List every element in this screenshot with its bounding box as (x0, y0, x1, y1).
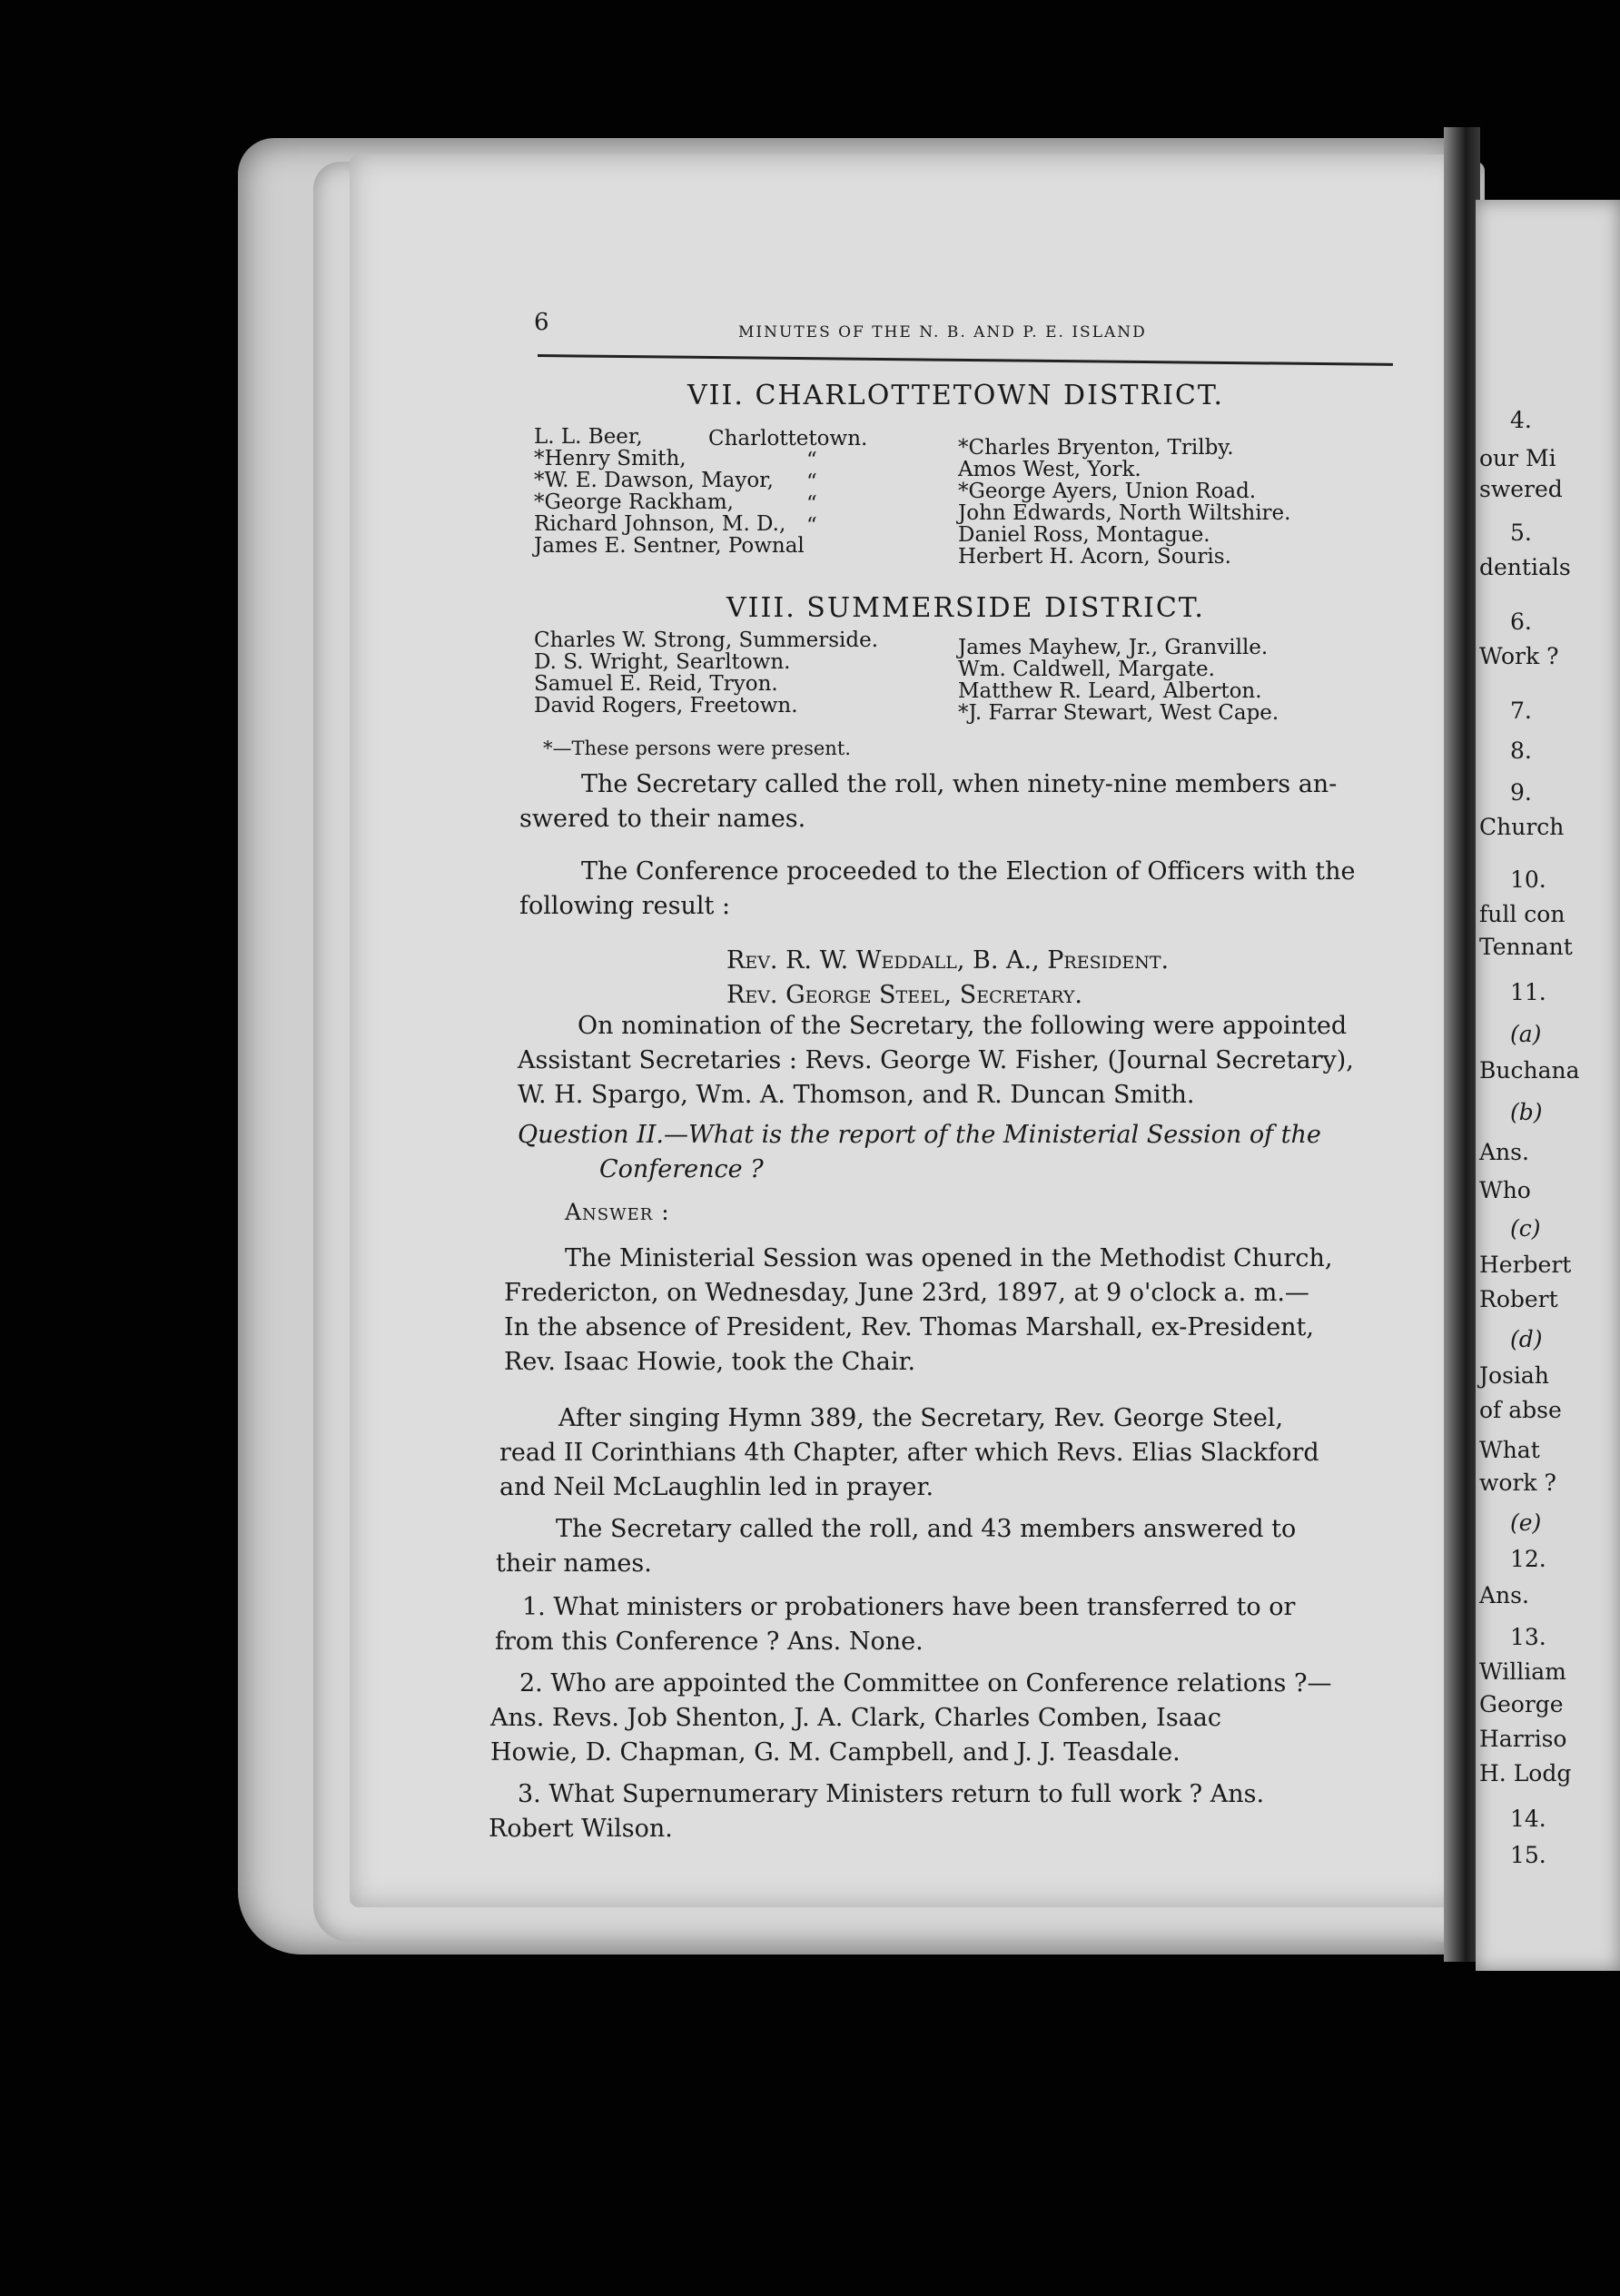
member-entry: D. S. Wright, Searltown. (534, 650, 791, 674)
member-name: Richard Johnson, M. D., (534, 512, 786, 536)
paragraph-line: The Secretary called the roll, when ninety-nine members an- (581, 770, 1338, 798)
present-note: *—These persons were present. (543, 737, 851, 759)
member-place: “ (806, 514, 817, 538)
member-place: Charlottetown. (708, 427, 868, 450)
member-name: *W. E. Dawson, Mayor, (534, 469, 774, 492)
paragraph-line: Assistant Secretaries : Revs. George W. Fisher, (Journal Secretary), (518, 1046, 1354, 1074)
right-page-line: 12. (1510, 1546, 1546, 1572)
paragraph-line: The Ministerial Session was opened in the Methodist Church, (565, 1244, 1333, 1272)
right-page-line: Buchana (1479, 1057, 1580, 1084)
right-page-line: H. Lodg (1479, 1760, 1572, 1786)
right-page-line: 11. (1510, 979, 1546, 1005)
right-page-line: of abse (1479, 1397, 1562, 1423)
member-entry: *Charles Bryenton, Trilby. (958, 436, 1234, 460)
member-entry: Samuel E. Reid, Tryon. (534, 672, 778, 696)
page-number: 6 (534, 309, 549, 336)
right-page-line: Harriso (1479, 1726, 1567, 1752)
member-entry: Wm. Caldwell, Margate. (958, 658, 1215, 681)
district-heading-summerside: VIII. SUMMERSIDE DISTRICT. (726, 592, 1205, 624)
member-name: L. L. Beer, (534, 425, 643, 449)
answer-heading: Answer : (565, 1199, 670, 1225)
member-entry: Herbert H. Acorn, Souris. (958, 545, 1231, 569)
right-page-line: Who (1479, 1177, 1531, 1203)
paragraph-line: In the absence of President, Rev. Thomas Marshall, ex-President, (504, 1313, 1314, 1341)
right-page-line: (b) (1510, 1099, 1543, 1125)
paragraph-line: The Secretary called the roll, and 43 members answered to (556, 1515, 1297, 1543)
member-place: “ (806, 449, 817, 472)
district-heading-charlottetown: VII. CHARLOTTETOWN DISTRICT. (687, 380, 1225, 411)
paragraph-line: W. H. Spargo, Wm. A. Thomson, and R. Duncan Smith. (518, 1081, 1195, 1109)
member-entry: *George Ayers, Union Road. (958, 480, 1257, 503)
paragraph-line: On nomination of the Secretary, the following were appointed (578, 1012, 1348, 1040)
right-page-line: Josiah (1479, 1362, 1549, 1389)
paragraph-line: 1. What ministers or probationers have been transferred to or (522, 1593, 1296, 1621)
paragraph-line: read II Corinthians 4th Chapter, after which Revs. Elias Slackford (499, 1439, 1319, 1467)
right-page-line: Herbert (1479, 1252, 1572, 1278)
right-page-line: William (1479, 1658, 1566, 1685)
right-page-line: work ? (1479, 1470, 1556, 1496)
paragraph-line: Ans. Revs. Job Shenton, J. A. Clark, Charles Comben, Isaac (490, 1704, 1222, 1732)
member-name: *Henry Smith, (534, 447, 687, 470)
right-page-line: full con (1479, 901, 1566, 927)
right-page-line: (a) (1510, 1021, 1542, 1047)
right-page-line: 13. (1510, 1624, 1546, 1650)
right-page-line: 9. (1510, 779, 1532, 806)
member-entry: Matthew R. Leard, Alberton. (958, 679, 1262, 703)
right-page-line: 10. (1510, 866, 1546, 893)
right-page-line: Work ? (1479, 643, 1559, 669)
right-page-line: swered (1479, 476, 1563, 502)
right-page-line: (d) (1510, 1326, 1543, 1352)
right-page-line: dentials (1479, 554, 1571, 580)
member-entry: Amos West, York. (958, 458, 1141, 481)
question-heading: Conference ? (599, 1155, 764, 1183)
member-entry: David Rogers, Freetown. (534, 694, 798, 718)
right-page-line: 15. (1510, 1842, 1546, 1868)
right-page-line: 5. (1510, 520, 1532, 546)
member-name: *George Rackham, (534, 490, 734, 514)
right-page-line: (e) (1510, 1509, 1542, 1536)
right-page-line: 14. (1510, 1806, 1546, 1832)
member-place: “ (806, 492, 817, 516)
paragraph-line: 3. What Supernumerary Ministers return to full work ? Ans. (518, 1780, 1265, 1808)
right-page-line: 4. (1510, 407, 1532, 433)
right-page-line: George (1479, 1691, 1564, 1717)
paragraph-line: Rev. Isaac Howie, took the Chair. (504, 1348, 916, 1376)
right-page-line: 8. (1510, 737, 1532, 764)
right-page-line: Tennant (1479, 934, 1573, 960)
paragraph-line: Fredericton, on Wednesday, June 23rd, 1897, at 9 o'clock a. m.— (504, 1279, 1309, 1307)
right-page-line: What (1479, 1437, 1540, 1463)
right-page-line: Ans. (1479, 1139, 1529, 1165)
question-heading: Question II.—What is the report of the Ministerial Session of the (518, 1121, 1321, 1149)
right-page-line: Robert (1479, 1286, 1558, 1312)
paragraph-line: After singing Hymn 389, the Secretary, Rev. George Steel, (558, 1404, 1284, 1432)
paragraph-line: following result : (519, 892, 731, 920)
secretary-line: Rev. George Steel, Secretary. (726, 981, 1083, 1009)
header-rule (538, 354, 1393, 366)
president-line: Rev. R. W. Weddall, B. A., President. (726, 946, 1170, 975)
paragraph-line: Robert Wilson. (489, 1815, 673, 1843)
right-page-line: our Mi (1479, 445, 1556, 471)
paragraph-line: Howie, D. Chapman, G. M. Campbell, and J. J. Teasdale. (490, 1738, 1180, 1767)
right-page-line: Ans. (1479, 1582, 1529, 1608)
running-head: MINUTES OF THE N. B. AND P. E. ISLAND (738, 323, 1147, 341)
member-entry: Daniel Ross, Montague. (958, 523, 1210, 547)
right-page-line: 7. (1510, 698, 1532, 724)
paragraph-line: The Conference proceeded to the Election of Officers with the (581, 857, 1356, 886)
paragraph-line: swered to their names. (519, 805, 806, 833)
member-entry: James Mayhew, Jr., Granville. (958, 636, 1269, 659)
member-place: “ (806, 470, 817, 494)
right-page-line: Church (1479, 814, 1565, 840)
member-name: James E. Sentner, Pownal (534, 534, 805, 558)
right-page-line: 6. (1510, 609, 1532, 635)
paragraph-line: their names. (496, 1549, 652, 1578)
member-entry: John Edwards, North Wiltshire. (958, 501, 1291, 525)
paragraph-line: 2. Who are appointed the Committee on Conference relations ?— (519, 1669, 1332, 1697)
right-page-line: (c) (1510, 1215, 1541, 1242)
paragraph-line: from this Conference ? Ans. None. (495, 1628, 924, 1656)
member-entry: Charles W. Strong, Summerside. (534, 628, 879, 652)
member-entry: *J. Farrar Stewart, West Cape. (958, 701, 1279, 725)
paragraph-line: and Neil McLaughlin led in prayer. (499, 1473, 934, 1501)
